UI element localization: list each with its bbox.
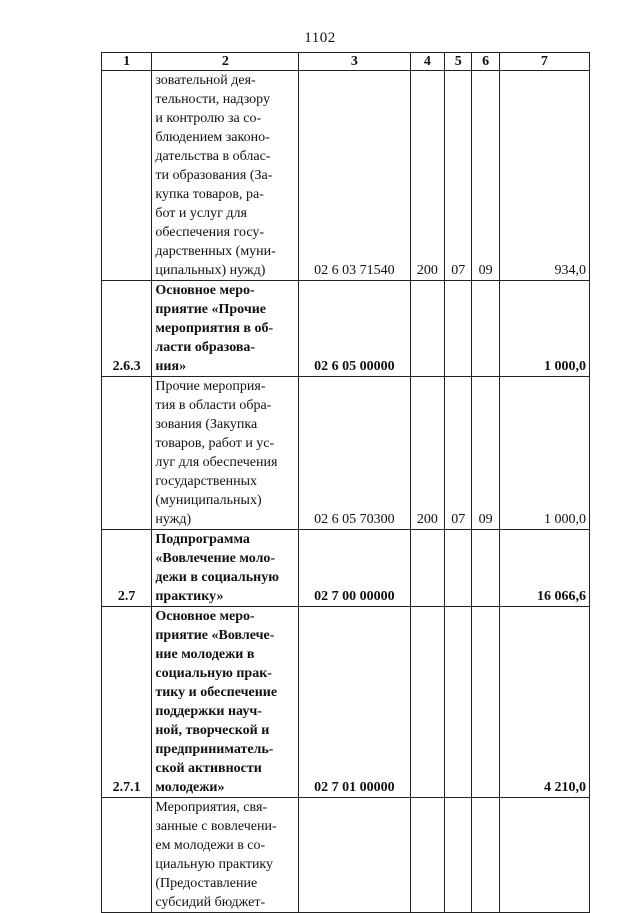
- row-number: 2.6.3: [102, 281, 152, 377]
- table-row: [102, 71, 590, 281]
- amount-value: 4 210,0: [499, 607, 589, 798]
- row-name-line: «Вовлечение моло-: [155, 551, 276, 566]
- row-name-line: тику и обеспечение: [155, 685, 278, 700]
- row-name: [152, 281, 299, 377]
- row-name-line: приятие «Вовлече-: [155, 628, 275, 643]
- table-row: [102, 377, 590, 530]
- row-name-line: предприниматель-: [155, 742, 274, 757]
- table-row: [102, 530, 590, 607]
- section-code: 07: [445, 377, 472, 530]
- page-number: 1102: [304, 30, 336, 46]
- row-name-line: тельности, надзору: [155, 92, 270, 107]
- row-name-line: товаров, работ и ус-: [155, 436, 275, 451]
- amount-value: [499, 798, 589, 913]
- row-name-line: ния»: [155, 359, 187, 374]
- row-name-line: молодежи»: [155, 780, 225, 795]
- section-code: [445, 281, 472, 377]
- row-name-line: Подпрограмма: [155, 532, 250, 547]
- section-code: [445, 530, 472, 607]
- row-name-line: ской активности: [155, 761, 262, 776]
- row-name-line: Основное меро-: [155, 609, 255, 624]
- row-name-line: Мероприятия, свя-: [155, 800, 268, 815]
- amount-value: 1 000,0: [499, 281, 589, 377]
- row-name-line: Основное меро-: [155, 283, 255, 298]
- budget-code: 02 7 01 00000: [299, 607, 410, 798]
- expense-type: 200: [410, 377, 445, 530]
- column-header: 6: [472, 53, 499, 71]
- row-name-line: социальную прак-: [155, 666, 272, 681]
- row-name-line: луг для обеспечения: [155, 455, 278, 470]
- budget-code: 02 7 00 00000: [299, 530, 410, 607]
- section-code: [445, 798, 472, 913]
- row-name: [152, 377, 299, 530]
- row-name: [152, 530, 299, 607]
- row-name-line: нужд): [155, 512, 192, 527]
- row-name-line: государственных: [155, 474, 258, 489]
- row-name-line: дарственных (муни-: [155, 244, 276, 259]
- row-name-line: занные с вовлечени-: [155, 819, 277, 834]
- row-name-line: дежи в социальную: [155, 570, 279, 585]
- section-code: 07: [445, 71, 472, 281]
- amount-value: 934,0: [499, 71, 589, 281]
- row-number: [102, 377, 152, 530]
- subsection-code: [472, 607, 499, 798]
- table-header-row: [102, 53, 590, 71]
- column-header: 4: [410, 53, 445, 71]
- expense-type: [410, 281, 445, 377]
- table-row: [102, 798, 590, 913]
- table-row: [102, 607, 590, 798]
- row-name-line: субсидий бюджет-: [155, 895, 266, 910]
- row-name-line: зования (Закупка: [155, 417, 258, 432]
- row-name-line: тия в области обра-: [155, 398, 272, 413]
- row-number: 2.7.1: [102, 607, 152, 798]
- row-name-line: зовательной дея-: [155, 73, 256, 88]
- row-name-line: ем молодежи в со-: [155, 838, 266, 853]
- row-name-line: мероприятия в об-: [155, 321, 274, 336]
- amount-value: 1 000,0: [499, 377, 589, 530]
- budget-table: [101, 52, 590, 913]
- expense-type: [410, 607, 445, 798]
- column-header: 5: [445, 53, 472, 71]
- row-name-line: циальную практику: [155, 857, 274, 872]
- row-name-line: (Предоставление: [155, 876, 258, 891]
- row-number: 2.7: [102, 530, 152, 607]
- section-code: [445, 607, 472, 798]
- row-number: [102, 71, 152, 281]
- row-number: [102, 798, 152, 913]
- row-name-line: (муниципальных): [155, 493, 262, 508]
- expense-type: [410, 798, 445, 913]
- column-header: 3: [299, 53, 410, 71]
- row-name-line: поддержки науч-: [155, 704, 262, 719]
- column-header: 7: [499, 53, 589, 71]
- expense-type: 200: [410, 71, 445, 281]
- row-name-line: приятие «Прочие: [155, 302, 266, 317]
- budget-code: 02 6 05 00000: [299, 281, 410, 377]
- subsection-code: [472, 281, 499, 377]
- row-name: [152, 71, 299, 281]
- expense-type: [410, 530, 445, 607]
- row-name-line: блюдением законо-: [155, 130, 270, 145]
- subsection-code: [472, 530, 499, 607]
- row-name-line: и контролю за со-: [155, 111, 262, 126]
- row-name-line: практику»: [155, 589, 224, 604]
- amount-value: 16 066,6: [499, 530, 589, 607]
- row-name-line: Прочие мероприя-: [155, 379, 266, 394]
- budget-code: 02 6 05 70300: [299, 377, 410, 530]
- row-name-line: ние молодежи в: [155, 647, 255, 662]
- subsection-code: 09: [472, 71, 499, 281]
- column-header: 2: [152, 53, 299, 71]
- column-header: 1: [102, 53, 152, 71]
- budget-code: 02 6 03 71540: [299, 71, 410, 281]
- row-name: [152, 607, 299, 798]
- row-name-line: ти образования (За-: [155, 168, 273, 183]
- row-name: [152, 798, 299, 913]
- table-row: [102, 281, 590, 377]
- row-name-line: ной, творческой и: [155, 723, 270, 738]
- budget-code: [299, 798, 410, 913]
- row-name-line: дательства в облас-: [155, 149, 271, 164]
- row-name-line: купка товаров, ра-: [155, 187, 264, 202]
- subsection-code: 09: [472, 377, 499, 530]
- table-body: [102, 71, 590, 913]
- row-name-line: обеспечения госу-: [155, 225, 265, 240]
- row-name-line: бот и услуг для: [155, 206, 247, 221]
- subsection-code: [472, 798, 499, 913]
- row-name-line: ласти образова-: [155, 340, 256, 355]
- row-name-line: ципальных) нужд): [155, 263, 266, 278]
